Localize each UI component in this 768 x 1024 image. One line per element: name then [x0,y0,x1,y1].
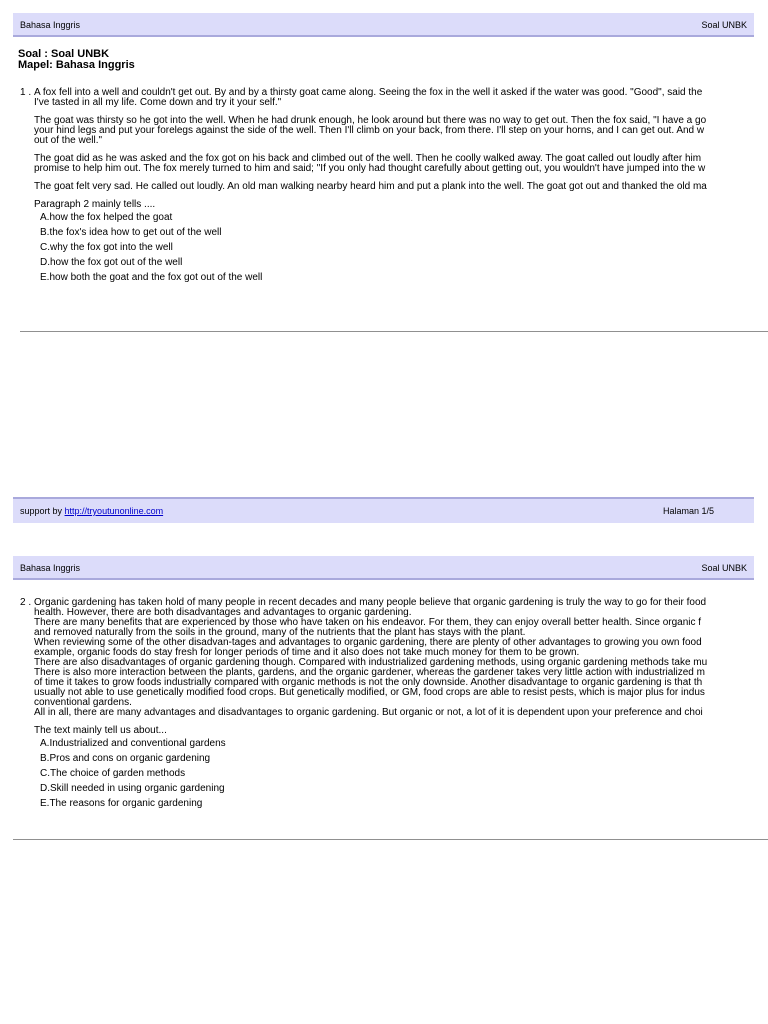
page-footer [13,497,754,523]
page-number: Halaman 1/5 [663,506,715,516]
soal-line: Soal : Soal UNBK [18,48,110,60]
answer-option-a[interactable]: A.how the fox helped the goat [40,212,173,223]
passage-line: promise to help him out. The fox merely turned to him and said; "If you only had thought carefully about getting out, you wouldn't have jumped into the w [34,163,706,174]
passage-line: I've tasted in all my life. Come down and try it your self." [34,97,282,108]
passage-line: health. However, there are both disadvantages and advantages to organic gardening. [34,607,412,618]
question-prompt: Paragraph 2 mainly tells .... [34,199,156,210]
passage-line: There is also more interaction between the plants, gardens, and the organic gardener, whereas the gardener takes very little action with industrialized m [34,667,705,678]
mapel-line: Mapel: Bahasa Inggris [18,59,135,71]
header-exam: Soal UNBK [701,563,747,573]
passage-line: The goat was thirsty so he got into the well. When he had drunk enough, he look around but there was no way to get out. Then the fox said, "I have a go [34,115,707,126]
exam-meta [18,49,135,71]
answer-option-e[interactable]: E.The reasons for organic gardening [40,798,203,809]
question-number: 2 . [20,597,32,608]
header-subject: Bahasa Inggris [20,563,81,573]
answer-option-b[interactable]: B.Pros and cons on organic gardening [40,753,211,764]
answer-option-b[interactable]: B.the fox's idea how to get out of the well [40,227,222,238]
support-link[interactable]: http://tryoutunonline.com [64,506,164,516]
passage-line: and removed naturally from the soils in the ground, many of the nutrients that the plant has stays with the plant. [34,627,526,638]
question-body [34,598,707,811]
passage-line: out of the well." [34,135,103,146]
answer-option-a[interactable]: A.Industrialized and conventional gardens [40,738,226,749]
passage-line: There are also disadvantages of organic gardening though. Compared with industrialized gardening methods, using organic gardening methods take mu [34,657,708,668]
question-body [34,88,707,285]
passage-line: There are many benefits that are experienced by those who have taken on his endeavor. For them, they can enjoy overall better health. Since organic f [34,617,702,628]
answer-option-d[interactable]: D.how the fox got out of the well [40,257,183,268]
passage-line: The goat did as he was asked and the fox got on his back and climbed out of the well. Then he coolly walked away. The goat called out loudly after him [34,153,702,164]
passage-line: The goat felt very sad. He called out loudly. An old man walking nearby heard him and put a plank into the well. The goat got out and thanked the old ma [34,181,707,192]
answer-option-c[interactable]: C.The choice of garden methods [40,768,186,779]
question-prompt: The text mainly tell us about... [34,725,167,736]
passage-line: All in all, there are many advantages and disadvantages to organic gardening. But organic or not, a lot of it is dependent upon your preference and choi [34,707,703,718]
passage-line: A fox fell into a well and couldn't get out. By and by a thirsty goat came along. Seeing the fox in the well it asked if the water was good. "Good", said the [34,87,703,98]
passage-line: example, organic foods do stay fresh for longer periods of time and it also does not take much money for them to be grown. [34,647,580,658]
header-exam: Soal UNBK [701,20,747,30]
passage-line: Organic gardening has taken hold of many people in recent decades and many people believe that organic gardening is truly the way to go for their food [34,597,707,608]
answer-option-c[interactable]: C.why the fox got into the well [40,242,173,253]
page-header [13,13,754,37]
divider [13,839,768,840]
support-label: support by [20,506,63,516]
page-header-2 [13,556,754,580]
support-text [20,499,163,523]
passage-line: usually not able to use genetically modified food crops. But genetically modified, or GM, food crops are able to resist pests, which is major plus for indus [34,687,705,698]
question-number: 1 . [20,87,32,98]
answer-option-d[interactable]: D.Skill needed in using organic gardening [40,783,225,794]
passage-line: of time it takes to grow foods industrially compared with organic methods is not the only downside. Another disadvantage to organic gardening is that th [34,677,703,688]
passage-line: conventional gardens. [34,697,132,708]
header-subject: Bahasa Inggris [20,20,81,30]
passage-line: your hind legs and put your forelegs against the side of the well. Then I'll climb on your back, from there. I'll step on your horns, and I can get out. And w [34,125,705,136]
passage-line: When reviewing some of the other disadvan-tages and advantages to organic gardening, there are plenty of other advantages to growing you own food [34,637,702,648]
divider [20,331,768,332]
answer-option-e[interactable]: E.how both the goat and the fox got out of the well [40,272,263,283]
